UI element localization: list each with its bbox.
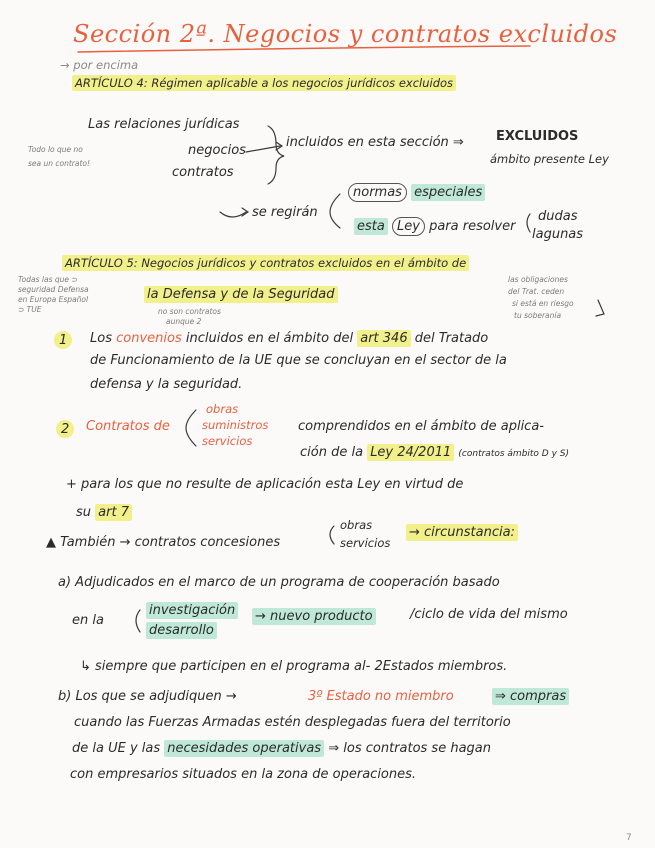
dudas: dudas [538,209,578,224]
item-1-art346: art 346 [357,330,410,347]
right-note-1: las obligaciones [508,275,568,284]
item-1-los: Los [90,331,112,346]
negocios: negocios [188,143,246,158]
ambito-ley: ámbito presente Ley [490,152,609,166]
article-5-heading-2-text: la Defensa y de la Seguridad [144,286,338,303]
b-tercer-estado: 3º Estado no miembro [308,689,454,704]
investigacion-text: investigación [146,602,238,619]
se-regiran: se regirán [252,205,318,220]
left-note-3: en Europa Español [18,295,89,304]
por-encima-note: → por encima [60,58,139,72]
item-1-convenios: convenios [116,331,182,346]
a-en-la: en la [72,613,104,628]
b-necesidades: necesidades operativas [164,740,324,757]
b-line-2: cuando las Fuerzas Armadas estén desplegadas fuera del territorio [74,715,511,730]
right-note-2a: del Trat. [508,287,539,296]
a-ciclo: /ciclo de vida del mismo [410,607,568,622]
lagunas: lagunas [532,227,584,242]
side-note-2: sea un contrato! [28,159,91,168]
left-note-1: Todas las que ⊃ [18,275,78,284]
esta: esta [354,218,388,235]
article-5-text: ARTÍCULO 5: Negocios jurídicos y contratos excluidos en el ámbito de [62,255,469,271]
left-note-2: seguridad Defensa [18,285,89,294]
right-note-3: si está en riesgo [512,299,574,308]
compras-text: ⇒ compras [492,688,569,705]
article-4-text: ARTÍCULO 4: Régimen aplicable a los negocios jurídicos excluidos [72,75,456,91]
side-note-1: Todo lo que no [28,145,83,154]
left-note-4: ⊃ TUE [18,305,42,314]
desarrollo-text: desarrollo [146,622,217,639]
b-contratos-hagan: ⇒ los contratos se hagan [328,741,492,756]
right-note-2b: ceden [541,287,565,296]
item-2-suministros: suministros [202,418,269,432]
tambien-line: ▲ También → contratos concesiones [46,535,281,550]
normas: normas [348,183,407,202]
b-de-la-ue: de la UE y las [72,741,161,756]
contratos: contratos [172,165,234,180]
excluidos-label: EXCLUIDOS [496,129,579,144]
item-1-line-2: de Funcionamiento de la UE que se concluyan en el sector de la [90,353,507,368]
b-line-4: con empresarios situados en la zona de operaciones. [70,767,417,782]
item-1-incluidos: incluidos en el ámbito del [185,331,354,346]
item-2-number: 2 [61,422,70,437]
circunstancia-text: → circunstancia: [406,524,518,541]
ley-circled: Ley [392,217,425,236]
tambien-obras: obras [340,518,373,532]
a-line-1: a) Adjudicados en el marco de un programa de cooperación basado [58,575,500,590]
item-2-servicios: servicios [202,434,253,448]
plus-art7: art 7 [95,504,132,521]
tambien-servicios: servicios [340,536,391,550]
incluidos-text: incluidos en esta sección ⇒ [286,135,464,150]
page-number: 7 [626,833,632,843]
siempre-line: ↳ siempre que participen en el programa al- 2Estados miembros. [80,659,508,674]
small-note-1: no son contratos [158,307,221,316]
especiales: especiales [411,184,485,201]
item-2-contratos-ambito: (contratos ámbito D y S) [458,449,569,459]
b-line-1: b) Los que se adjudiquen → [58,689,237,704]
item-2-cion-de-la: ción de la [300,445,364,460]
page-title: Sección 2ª. Negocios y contratos excluidos [73,20,618,48]
plus-line-1: + para los que no resulte de aplicación esta Ley en virtud de [66,477,464,492]
para-resolver: para resolver [429,219,516,234]
item-2-obras: obras [206,402,239,416]
item-2-comprendidos: comprendidos en el ámbito de aplica- [298,419,544,434]
right-note-4: tu soberanía [514,311,562,320]
las-relaciones: Las relaciones jurídicas [88,117,240,132]
small-note-2: aunque 2 [166,317,202,326]
item-1-tratado: del Tratado [414,331,489,346]
item-2-ley: Ley 24/2011 [367,444,454,461]
item-1-number: 1 [59,333,68,348]
item-2-contratos-de: Contratos de [86,419,170,434]
plus-su: su [76,505,92,520]
item-1-line-3: defensa y la seguridad. [90,377,243,392]
nuevo-producto-text: → nuevo producto [252,608,376,625]
